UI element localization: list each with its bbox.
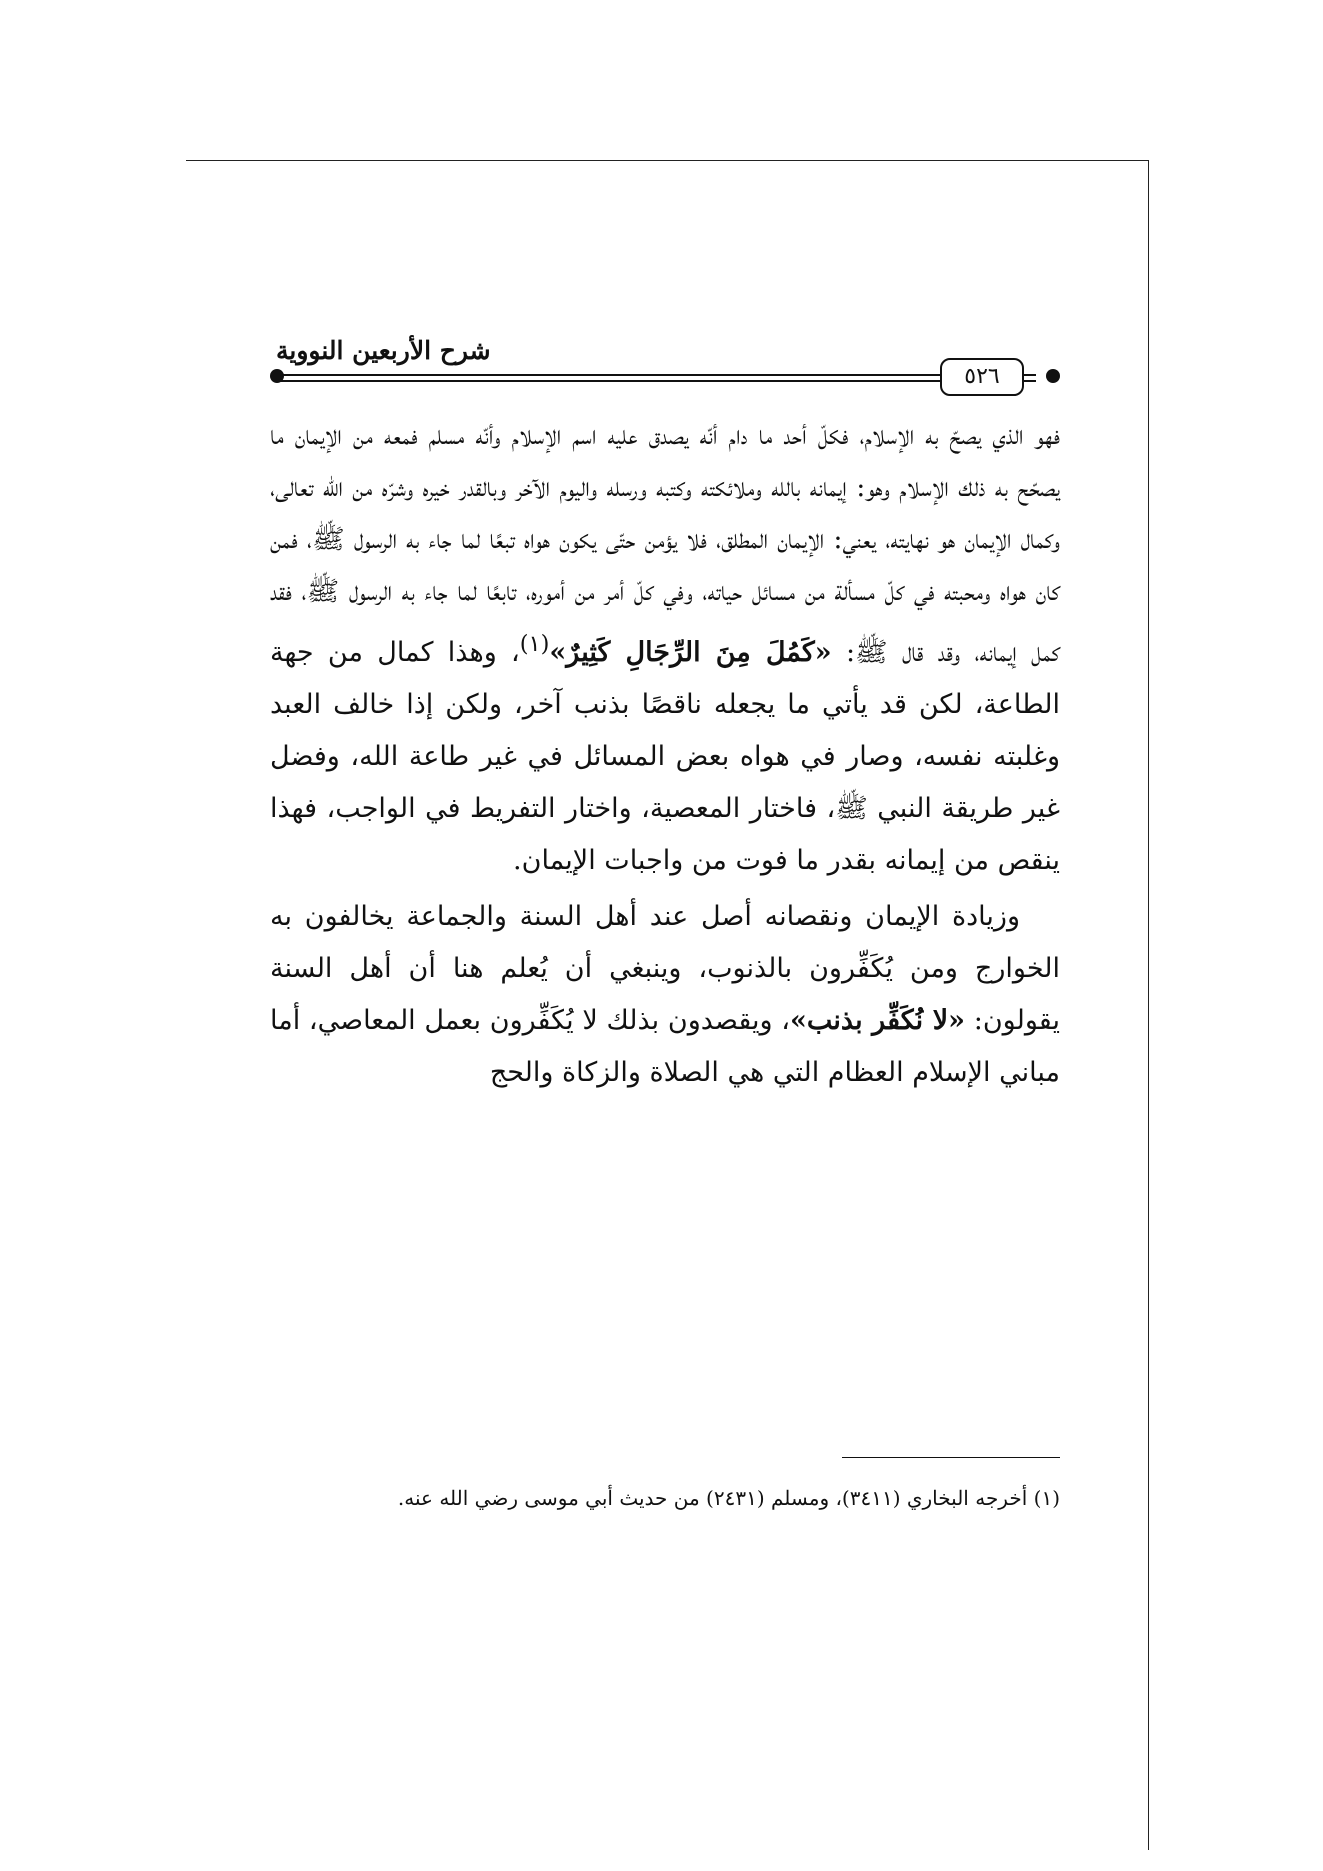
paragraph-text: ، ويقصدون بذلك لا يُكَفِّرون بعمل المعاصي، أما مباني الإسلام العظام التي هي الصلاة والزكاة والحج bbox=[270, 1005, 1060, 1088]
crop-mark-right bbox=[1148, 160, 1149, 1850]
paragraph-text: وزيادة الإيمان ونقصانه أصل عند أهل السنة والجماعة يخالفون به الخوارج ومن يُكَفِّرون بالذنوب، وينبغي أن يُعلم هنا أن أهل السنة يقولون: bbox=[270, 901, 1060, 1036]
hadith-quote: «كَمُلَ مِنَ الرِّجَالِ كَثِيرٌ» bbox=[549, 637, 832, 668]
paragraph-text: فهو الذي يصحّ به الإسلام، فكلّ أحد ما دام أنّه يصدق عليه اسم الإسلام وأنّه مسلم فمعه من الإيمان ما يصحّح به ذلك الإسلام وهو: إيمانه بالله وملائكته وكتبه ورسله واليوم الآخر وبالقدر خيره وشرّه من الله تعالى، وكمال الإيمان هو نهايته، يعني: الإيمان المطلق، فلا يؤمن حتّى يكون هواه تبعًا لما جاء به الرسول ﷺ، فمن كان هواه ومحبته في كلّ مسألة من مسائل حياته، وفي كلّ أمر من أموره، تابعًا لما جاء به الرسول ﷺ، فقد كمل إيمانه، وقد قال ﷺ: bbox=[270, 420, 1060, 668]
footnote-reference: (١) bbox=[519, 631, 550, 657]
header-ornament-dot-left bbox=[270, 369, 284, 383]
paragraph-text: ، وهذا كمال من جهة الطاعة، لكن قد يأتي ما يجعله ناقصًا بذنب آخر، ولكن إذا خالف العبد وغلبته نفسه، وصار في هواه بعض المسائل في غير طاعة الله، وفضل غير طريقة النبي ﷺ، فاختار المعصية، واختار التفريط في الواجب، فهذا ينقص من إيمانه بقدر ما فوت من واجبات الإيمان. bbox=[270, 637, 1060, 876]
running-head-title: شرح الأربعين النووية bbox=[276, 336, 491, 365]
body-text bbox=[270, 410, 1060, 1103]
crop-mark-top bbox=[186, 160, 1148, 161]
page-header bbox=[270, 336, 1060, 396]
footnote: (١) أخرجه البخاري (٣٤١١)، ومسلم (٢٤٣١) من حديث أبي موسى رضي الله عنه. bbox=[397, 1486, 1060, 1510]
paragraph bbox=[270, 891, 1060, 1099]
page-number: ٥٢٦ bbox=[940, 358, 1024, 396]
footnote-separator bbox=[842, 1457, 1060, 1458]
header-rule-bottom bbox=[276, 380, 1036, 382]
header-rule-top bbox=[276, 374, 1036, 376]
quoted-saying: «لا نُكَفِّر بذنب» bbox=[790, 1005, 965, 1036]
paragraph bbox=[270, 410, 1060, 887]
header-ornament-dot-right bbox=[1046, 369, 1060, 383]
